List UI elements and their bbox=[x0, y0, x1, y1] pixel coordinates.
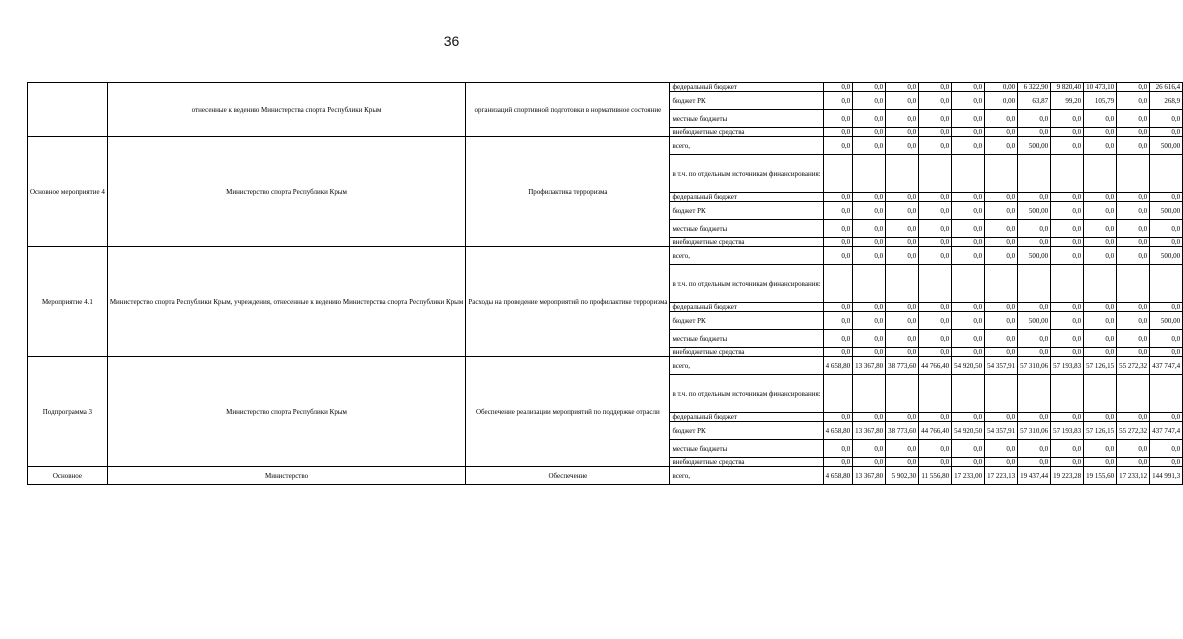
amount-cell: 57 310,06 bbox=[1018, 422, 1051, 440]
amount-cell bbox=[853, 155, 886, 193]
amount-cell: 0,0 bbox=[823, 247, 853, 265]
table-row bbox=[28, 247, 1183, 265]
amount-cell: 0,0 bbox=[1117, 348, 1150, 357]
amount-cell: 0,0 bbox=[1117, 110, 1150, 128]
amount-cell: 0,0 bbox=[1084, 458, 1117, 467]
amount-cell: 500,00 bbox=[1150, 247, 1183, 265]
amount-cell: 0,0 bbox=[1084, 348, 1117, 357]
amount-cell: 0,0 bbox=[919, 247, 952, 265]
amount-cell bbox=[952, 265, 985, 303]
amount-cell: 0,0 bbox=[1018, 458, 1051, 467]
amount-cell: 0,0 bbox=[1051, 238, 1084, 247]
amount-cell bbox=[1018, 155, 1051, 193]
amount-cell: 0,0 bbox=[853, 83, 886, 92]
funding-source-cell: федеральный бюджет bbox=[670, 193, 823, 202]
amount-cell: 0,0 bbox=[919, 348, 952, 357]
amount-cell: 0,0 bbox=[952, 193, 985, 202]
program-name-cell: Мероприятие 4.1 bbox=[28, 247, 108, 357]
amount-cell: 0,0 bbox=[1084, 247, 1117, 265]
amount-cell: 0,0 bbox=[1084, 303, 1117, 312]
amount-cell: 0,0 bbox=[919, 193, 952, 202]
funding-source-cell: всего, bbox=[670, 247, 823, 265]
amount-cell: 500,00 bbox=[1018, 137, 1051, 155]
amount-cell: 0,0 bbox=[952, 202, 985, 220]
amount-cell: 0,0 bbox=[1150, 458, 1183, 467]
amount-cell: 0,0 bbox=[1117, 92, 1150, 110]
amount-cell bbox=[1084, 155, 1117, 193]
amount-cell bbox=[1018, 265, 1051, 303]
program-name-cell: Основное bbox=[28, 467, 108, 485]
amount-cell bbox=[1051, 375, 1084, 413]
table-row bbox=[28, 137, 1183, 155]
amount-cell: 0,0 bbox=[886, 458, 919, 467]
amount-cell bbox=[1150, 375, 1183, 413]
table-row bbox=[28, 83, 1183, 92]
amount-cell bbox=[1117, 375, 1150, 413]
amount-cell: 0,0 bbox=[1018, 238, 1051, 247]
activity-description-cell: Обеспечение реализации мероприятий по поддержке отрасли bbox=[466, 357, 670, 467]
amount-cell: 0,0 bbox=[823, 238, 853, 247]
amount-cell bbox=[1117, 265, 1150, 303]
amount-cell: 0,0 bbox=[985, 330, 1018, 348]
amount-cell: 54 357,91 bbox=[985, 422, 1018, 440]
amount-cell: 0,0 bbox=[985, 220, 1018, 238]
funding-source-cell: в т.ч. по отдельным источникам финансирования: bbox=[670, 265, 823, 303]
amount-cell: 0,0 bbox=[952, 83, 985, 92]
amount-cell: 0,0 bbox=[919, 202, 952, 220]
amount-cell: 0,0 bbox=[1051, 220, 1084, 238]
amount-cell: 0,0 bbox=[1150, 303, 1183, 312]
amount-cell: 6 322,90 bbox=[1018, 83, 1051, 92]
amount-cell: 0,0 bbox=[919, 238, 952, 247]
amount-cell: 0,0 bbox=[886, 220, 919, 238]
amount-cell: 17 233,00 bbox=[952, 467, 985, 485]
amount-cell: 0,0 bbox=[1051, 413, 1084, 422]
amount-cell: 0,0 bbox=[919, 92, 952, 110]
amount-cell: 44 766,40 bbox=[919, 422, 952, 440]
amount-cell: 105,79 bbox=[1084, 92, 1117, 110]
amount-cell: 0,0 bbox=[1117, 303, 1150, 312]
amount-cell: 0,0 bbox=[1150, 220, 1183, 238]
amount-cell: 0,0 bbox=[823, 330, 853, 348]
amount-cell bbox=[1051, 265, 1084, 303]
responsible-executor-cell: отнесенные к ведению Министерства спорта Республики Крым bbox=[107, 83, 466, 137]
amount-cell: 17 223,13 bbox=[985, 467, 1018, 485]
amount-cell: 0,0 bbox=[853, 92, 886, 110]
amount-cell: 0,0 bbox=[1084, 413, 1117, 422]
amount-cell: 0,0 bbox=[985, 413, 1018, 422]
amount-cell: 0,0 bbox=[1084, 110, 1117, 128]
amount-cell: 0,0 bbox=[919, 110, 952, 128]
amount-cell: 0,0 bbox=[886, 413, 919, 422]
amount-cell: 0,0 bbox=[853, 312, 886, 330]
amount-cell: 0,0 bbox=[985, 137, 1018, 155]
amount-cell: 54 920,50 bbox=[952, 357, 985, 375]
amount-cell: 0,0 bbox=[886, 202, 919, 220]
amount-cell: 500,00 bbox=[1018, 312, 1051, 330]
amount-cell bbox=[985, 375, 1018, 413]
amount-cell bbox=[919, 265, 952, 303]
amount-cell: 0,0 bbox=[952, 312, 985, 330]
amount-cell: 0,0 bbox=[985, 128, 1018, 137]
amount-cell: 0,0 bbox=[853, 110, 886, 128]
amount-cell: 0,0 bbox=[823, 458, 853, 467]
amount-cell: 0,0 bbox=[952, 348, 985, 357]
amount-cell: 0,0 bbox=[853, 440, 886, 458]
amount-cell bbox=[985, 155, 1018, 193]
amount-cell: 0,0 bbox=[1117, 440, 1150, 458]
amount-cell: 0,0 bbox=[919, 458, 952, 467]
amount-cell: 0,0 bbox=[823, 440, 853, 458]
amount-cell: 38 773,60 bbox=[886, 422, 919, 440]
amount-cell: 0,0 bbox=[1084, 312, 1117, 330]
amount-cell: 0,0 bbox=[823, 193, 853, 202]
amount-cell: 0,0 bbox=[1150, 348, 1183, 357]
amount-cell: 0,0 bbox=[853, 413, 886, 422]
amount-cell: 0,0 bbox=[1084, 137, 1117, 155]
amount-cell bbox=[853, 265, 886, 303]
funding-source-cell: федеральный бюджет bbox=[670, 303, 823, 312]
amount-cell bbox=[952, 375, 985, 413]
amount-cell: 4 658,80 bbox=[823, 467, 853, 485]
amount-cell bbox=[1117, 155, 1150, 193]
amount-cell: 0,0 bbox=[1150, 128, 1183, 137]
funding-source-cell: местные бюджеты bbox=[670, 110, 823, 128]
amount-cell: 38 773,60 bbox=[886, 357, 919, 375]
amount-cell bbox=[1084, 375, 1117, 413]
amount-cell: 0,0 bbox=[886, 238, 919, 247]
amount-cell: 0,0 bbox=[1117, 193, 1150, 202]
funding-source-cell: всего, bbox=[670, 467, 823, 485]
amount-cell: 0,0 bbox=[985, 247, 1018, 265]
amount-cell: 0,0 bbox=[886, 312, 919, 330]
funding-source-cell: бюджет РК bbox=[670, 422, 823, 440]
amount-cell: 0,0 bbox=[823, 413, 853, 422]
amount-cell: 0,0 bbox=[952, 92, 985, 110]
amount-cell: 0,0 bbox=[1117, 83, 1150, 92]
amount-cell: 0,0 bbox=[919, 440, 952, 458]
funding-source-cell: внебюджетные средства bbox=[670, 238, 823, 247]
amount-cell: 0,0 bbox=[985, 440, 1018, 458]
amount-cell: 0,0 bbox=[919, 128, 952, 137]
amount-cell bbox=[919, 155, 952, 193]
amount-cell: 0,0 bbox=[1117, 238, 1150, 247]
amount-cell: 0,0 bbox=[886, 128, 919, 137]
amount-cell: 0,0 bbox=[1018, 220, 1051, 238]
amount-cell: 0,0 bbox=[886, 330, 919, 348]
amount-cell: 0,0 bbox=[823, 137, 853, 155]
amount-cell: 13 367,80 bbox=[853, 357, 886, 375]
amount-cell: 0,0 bbox=[952, 238, 985, 247]
amount-cell: 0,0 bbox=[1117, 413, 1150, 422]
amount-cell: 0,0 bbox=[1018, 128, 1051, 137]
amount-cell: 0,0 bbox=[853, 238, 886, 247]
amount-cell: 0,0 bbox=[1117, 202, 1150, 220]
amount-cell: 268,9 bbox=[1150, 92, 1183, 110]
amount-cell: 0,0 bbox=[886, 303, 919, 312]
amount-cell: 55 272,32 bbox=[1117, 357, 1150, 375]
amount-cell: 0,0 bbox=[1051, 202, 1084, 220]
amount-cell: 55 272,32 bbox=[1117, 422, 1150, 440]
amount-cell: 0,0 bbox=[985, 458, 1018, 467]
amount-cell: 0,0 bbox=[919, 83, 952, 92]
amount-cell bbox=[886, 375, 919, 413]
amount-cell: 57 193,83 bbox=[1051, 422, 1084, 440]
amount-cell: 0,0 bbox=[1051, 110, 1084, 128]
amount-cell: 437 747,4 bbox=[1150, 422, 1183, 440]
amount-cell: 57 126,15 bbox=[1084, 357, 1117, 375]
funding-source-cell: федеральный бюджет bbox=[670, 83, 823, 92]
amount-cell: 0,0 bbox=[1084, 440, 1117, 458]
amount-cell: 0,0 bbox=[1018, 440, 1051, 458]
funding-source-cell: внебюджетные средства bbox=[670, 348, 823, 357]
amount-cell: 0,0 bbox=[952, 110, 985, 128]
amount-cell: 0,0 bbox=[1018, 348, 1051, 357]
amount-cell: 500,00 bbox=[1018, 202, 1051, 220]
amount-cell: 0,0 bbox=[1150, 110, 1183, 128]
funding-source-cell: бюджет РК bbox=[670, 312, 823, 330]
amount-cell: 0,0 bbox=[1051, 312, 1084, 330]
amount-cell: 0,0 bbox=[1150, 440, 1183, 458]
amount-cell: 0,0 bbox=[823, 303, 853, 312]
amount-cell: 0,0 bbox=[985, 303, 1018, 312]
amount-cell: 57 193,83 bbox=[1051, 357, 1084, 375]
amount-cell: 0,0 bbox=[1117, 330, 1150, 348]
amount-cell: 0,0 bbox=[823, 202, 853, 220]
amount-cell: 0,0 bbox=[1084, 330, 1117, 348]
amount-cell: 0,0 bbox=[886, 193, 919, 202]
amount-cell: 0,0 bbox=[919, 312, 952, 330]
amount-cell: 0,0 bbox=[886, 83, 919, 92]
amount-cell: 0,00 bbox=[985, 92, 1018, 110]
amount-cell: 54 920,50 bbox=[952, 422, 985, 440]
program-name-cell bbox=[28, 83, 108, 137]
amount-cell: 0,0 bbox=[1117, 312, 1150, 330]
amount-cell: 0,0 bbox=[1150, 413, 1183, 422]
amount-cell: 0,0 bbox=[823, 348, 853, 357]
amount-cell: 500,00 bbox=[1018, 247, 1051, 265]
amount-cell: 0,0 bbox=[985, 110, 1018, 128]
responsible-executor-cell: Министерство спорта Республики Крым bbox=[107, 137, 466, 247]
amount-cell: 0,0 bbox=[853, 202, 886, 220]
table-row bbox=[28, 357, 1183, 375]
funding-source-cell: бюджет РК bbox=[670, 202, 823, 220]
amount-cell: 0,0 bbox=[952, 247, 985, 265]
amount-cell: 13 367,80 bbox=[853, 467, 886, 485]
amount-cell: 0,0 bbox=[886, 92, 919, 110]
amount-cell bbox=[1150, 265, 1183, 303]
amount-cell: 0,0 bbox=[1051, 247, 1084, 265]
amount-cell: 0,0 bbox=[1084, 193, 1117, 202]
amount-cell: 500,00 bbox=[1150, 202, 1183, 220]
amount-cell: 4 658,80 bbox=[823, 422, 853, 440]
funding-source-cell: федеральный бюджет bbox=[670, 413, 823, 422]
amount-cell: 10 473,10 bbox=[1084, 83, 1117, 92]
funding-source-cell: в т.ч. по отдельным источникам финансирования: bbox=[670, 375, 823, 413]
amount-cell: 0,0 bbox=[1018, 330, 1051, 348]
table-row bbox=[28, 467, 1183, 485]
amount-cell: 0,0 bbox=[823, 83, 853, 92]
amount-cell bbox=[886, 155, 919, 193]
funding-source-cell: внебюджетные средства bbox=[670, 128, 823, 137]
amount-cell: 0,0 bbox=[823, 110, 853, 128]
amount-cell: 5 902,30 bbox=[886, 467, 919, 485]
funding-source-cell: местные бюджеты bbox=[670, 330, 823, 348]
amount-cell: 0,0 bbox=[823, 312, 853, 330]
amount-cell: 0,0 bbox=[952, 330, 985, 348]
amount-cell bbox=[823, 265, 853, 303]
amount-cell bbox=[1150, 155, 1183, 193]
amount-cell: 4 658,80 bbox=[823, 357, 853, 375]
amount-cell: 0,0 bbox=[952, 137, 985, 155]
amount-cell: 0,0 bbox=[853, 247, 886, 265]
amount-cell: 19 437,44 bbox=[1018, 467, 1051, 485]
amount-cell: 0,0 bbox=[823, 128, 853, 137]
amount-cell bbox=[1051, 155, 1084, 193]
amount-cell: 0,0 bbox=[886, 247, 919, 265]
amount-cell: 0,0 bbox=[853, 220, 886, 238]
amount-cell: 0,0 bbox=[952, 220, 985, 238]
funding-source-cell: местные бюджеты bbox=[670, 220, 823, 238]
activity-description-cell: Обеспечение bbox=[466, 467, 670, 485]
amount-cell: 0,0 bbox=[886, 348, 919, 357]
amount-cell: 0,0 bbox=[952, 413, 985, 422]
amount-cell: 0,0 bbox=[1051, 303, 1084, 312]
amount-cell: 0,0 bbox=[823, 220, 853, 238]
amount-cell bbox=[823, 155, 853, 193]
amount-cell bbox=[1018, 375, 1051, 413]
amount-cell: 17 233,12 bbox=[1117, 467, 1150, 485]
amount-cell: 0,0 bbox=[1084, 220, 1117, 238]
amount-cell: 144 991,3 bbox=[1150, 467, 1183, 485]
amount-cell: 0,0 bbox=[1051, 440, 1084, 458]
amount-cell: 63,87 bbox=[1018, 92, 1051, 110]
amount-cell: 0,0 bbox=[952, 303, 985, 312]
amount-cell: 0,0 bbox=[886, 440, 919, 458]
funding-source-cell: в т.ч. по отдельным источникам финансирования: bbox=[670, 155, 823, 193]
amount-cell: 0,0 bbox=[919, 137, 952, 155]
amount-cell: 0,0 bbox=[1150, 330, 1183, 348]
amount-cell: 26 616,4 bbox=[1150, 83, 1183, 92]
amount-cell: 19 223,28 bbox=[1051, 467, 1084, 485]
amount-cell bbox=[985, 265, 1018, 303]
amount-cell: 13 367,80 bbox=[853, 422, 886, 440]
amount-cell: 0,0 bbox=[985, 348, 1018, 357]
amount-cell: 0,0 bbox=[1117, 128, 1150, 137]
program-name-cell: Основное мероприятие 4 bbox=[28, 137, 108, 247]
amount-cell bbox=[886, 265, 919, 303]
responsible-executor-cell: Министерство bbox=[107, 467, 466, 485]
amount-cell: 0,0 bbox=[1018, 193, 1051, 202]
amount-cell: 0,0 bbox=[853, 128, 886, 137]
amount-cell: 0,0 bbox=[853, 458, 886, 467]
amount-cell: 0,0 bbox=[853, 330, 886, 348]
activity-description-cell: Профилактика терроризма bbox=[466, 137, 670, 247]
amount-cell: 57 310,06 bbox=[1018, 357, 1051, 375]
amount-cell: 0,0 bbox=[1051, 330, 1084, 348]
amount-cell: 0,0 bbox=[853, 193, 886, 202]
amount-cell: 0,0 bbox=[1051, 348, 1084, 357]
amount-cell: 500,00 bbox=[1150, 312, 1183, 330]
amount-cell bbox=[1084, 265, 1117, 303]
funding-source-cell: всего, bbox=[670, 137, 823, 155]
budget-table bbox=[27, 82, 1183, 485]
activity-description-cell: Расходы на проведение мероприятий по профилактике терроризма bbox=[466, 247, 670, 357]
amount-cell: 0,0 bbox=[1051, 128, 1084, 137]
page-number: 36 bbox=[443, 33, 460, 49]
amount-cell: 0,0 bbox=[823, 92, 853, 110]
amount-cell: 0,0 bbox=[1150, 238, 1183, 247]
amount-cell: 99,20 bbox=[1051, 92, 1084, 110]
funding-source-cell: внебюджетные средства bbox=[670, 458, 823, 467]
amount-cell: 0,0 bbox=[1018, 110, 1051, 128]
amount-cell: 0,0 bbox=[886, 137, 919, 155]
amount-cell: 0,0 bbox=[919, 413, 952, 422]
amount-cell: 0,0 bbox=[985, 202, 1018, 220]
amount-cell: 0,0 bbox=[1150, 193, 1183, 202]
amount-cell: 54 357,91 bbox=[985, 357, 1018, 375]
activity-description-cell: организаций спортивной подготовки в нормативное состояние bbox=[466, 83, 670, 137]
funding-source-cell: местные бюджеты bbox=[670, 440, 823, 458]
amount-cell: 9 820,40 bbox=[1051, 83, 1084, 92]
amount-cell: 0,0 bbox=[1084, 128, 1117, 137]
amount-cell: 0,0 bbox=[1018, 303, 1051, 312]
amount-cell: 0,0 bbox=[1117, 458, 1150, 467]
amount-cell bbox=[952, 155, 985, 193]
amount-cell bbox=[919, 375, 952, 413]
amount-cell: 0,0 bbox=[1084, 202, 1117, 220]
amount-cell: 500,00 bbox=[1150, 137, 1183, 155]
funding-source-cell: бюджет РК bbox=[670, 92, 823, 110]
responsible-executor-cell: Министерство спорта Республики Крым, учреждения, отнесенные к ведению Министерства спорта Республики Крым bbox=[107, 247, 466, 357]
amount-cell: 0,0 bbox=[1117, 220, 1150, 238]
amount-cell: 0,0 bbox=[919, 303, 952, 312]
amount-cell: 0,0 bbox=[853, 303, 886, 312]
amount-cell: 11 556,80 bbox=[919, 467, 952, 485]
amount-cell: 0,0 bbox=[985, 193, 1018, 202]
responsible-executor-cell: Министерство спорта Республики Крым bbox=[107, 357, 466, 467]
amount-cell: 437 747,4 bbox=[1150, 357, 1183, 375]
amount-cell: 0,0 bbox=[952, 128, 985, 137]
amount-cell bbox=[823, 375, 853, 413]
amount-cell: 0,0 bbox=[1117, 247, 1150, 265]
amount-cell: 0,0 bbox=[1051, 458, 1084, 467]
amount-cell: 57 126,15 bbox=[1084, 422, 1117, 440]
amount-cell: 0,0 bbox=[919, 330, 952, 348]
amount-cell: 19 155,60 bbox=[1084, 467, 1117, 485]
amount-cell: 0,0 bbox=[1117, 137, 1150, 155]
amount-cell: 0,0 bbox=[919, 220, 952, 238]
funding-source-cell: всего, bbox=[670, 357, 823, 375]
amount-cell: 0,0 bbox=[1051, 193, 1084, 202]
amount-cell: 0,00 bbox=[985, 83, 1018, 92]
amount-cell: 0,0 bbox=[1084, 238, 1117, 247]
amount-cell: 44 766,40 bbox=[919, 357, 952, 375]
amount-cell: 0,0 bbox=[952, 440, 985, 458]
amount-cell: 0,0 bbox=[1018, 413, 1051, 422]
amount-cell: 0,0 bbox=[985, 312, 1018, 330]
amount-cell: 0,0 bbox=[886, 110, 919, 128]
program-name-cell: Подпрограмма 3 bbox=[28, 357, 108, 467]
amount-cell: 0,0 bbox=[952, 458, 985, 467]
amount-cell bbox=[853, 375, 886, 413]
amount-cell: 0,0 bbox=[853, 137, 886, 155]
amount-cell: 0,0 bbox=[1051, 137, 1084, 155]
amount-cell: 0,0 bbox=[853, 348, 886, 357]
amount-cell: 0,0 bbox=[985, 238, 1018, 247]
